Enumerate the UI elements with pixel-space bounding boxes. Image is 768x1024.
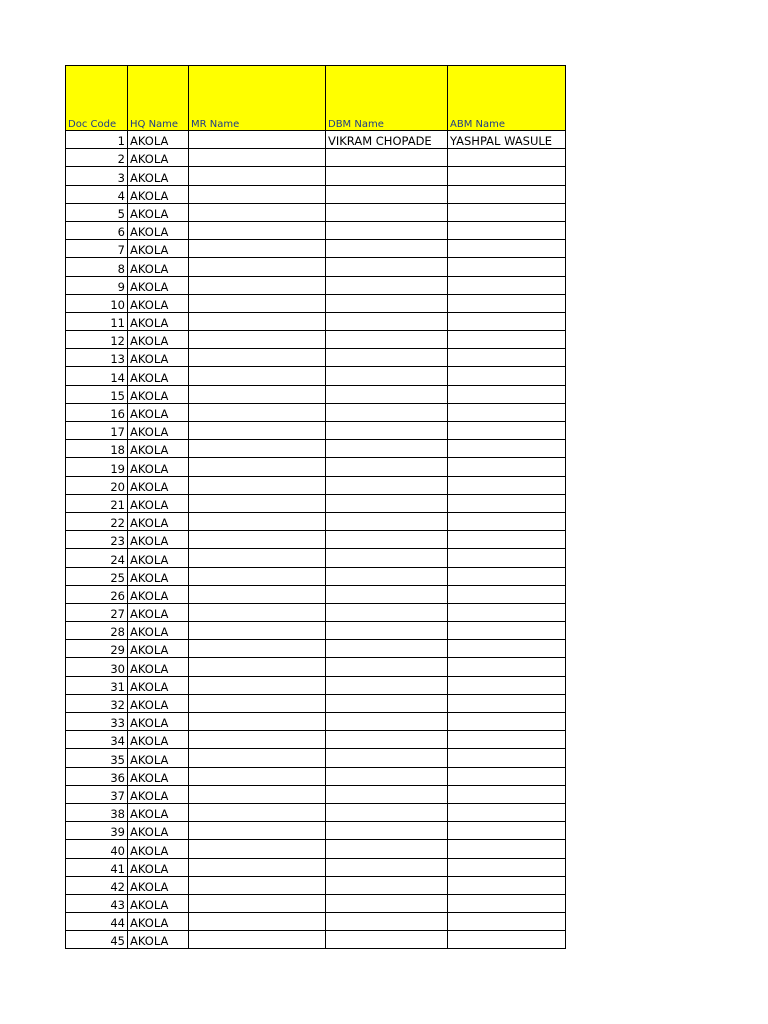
header-dbm-name: DBM Name [326,66,448,131]
dbm-name-cell[interactable] [326,349,448,367]
dbm-name-cell[interactable] [326,585,448,603]
table-row [66,494,566,512]
mr-name-cell[interactable] [189,312,326,330]
hq-name-cell[interactable]: AKOLA [128,858,189,876]
dbm-name-cell[interactable] [326,840,448,858]
dbm-name-cell[interactable] [326,403,448,421]
hq-name-cell[interactable]: AKOLA [128,494,189,512]
dbm-name-cell[interactable] [326,294,448,312]
hq-name-cell[interactable]: AKOLA [128,713,189,731]
hq-name-cell[interactable]: AKOLA [128,785,189,803]
hq-name-cell[interactable]: AKOLA [128,203,189,221]
abm-name-cell[interactable] [448,312,566,330]
mr-name-cell[interactable] [189,858,326,876]
doc-code-cell[interactable]: 35 [66,749,128,767]
mr-name-cell[interactable] [189,367,326,385]
abm-name-cell[interactable] [448,149,566,167]
mr-name-cell[interactable] [189,585,326,603]
table-row [66,785,566,803]
doc-code-cell[interactable]: 10 [66,294,128,312]
doc-code-cell[interactable]: 19 [66,458,128,476]
doc-code-cell[interactable]: 12 [66,331,128,349]
doc-code-cell[interactable]: 22 [66,512,128,530]
table-row [66,822,566,840]
abm-name-cell[interactable] [448,385,566,403]
mr-name-cell[interactable] [189,149,326,167]
doc-code-cell[interactable]: 5 [66,203,128,221]
doc-code-cell[interactable]: 25 [66,567,128,585]
mr-name-cell[interactable] [189,731,326,749]
table-row [66,913,566,931]
hq-name-cell[interactable]: AKOLA [128,549,189,567]
mr-name-cell[interactable] [189,822,326,840]
abm-name-cell[interactable] [448,240,566,258]
mr-name-cell[interactable] [189,422,326,440]
hq-name-cell[interactable]: AKOLA [128,185,189,203]
abm-name-cell[interactable] [448,640,566,658]
dbm-name-cell[interactable] [326,167,448,185]
abm-name-cell[interactable] [448,931,566,949]
dbm-name-cell[interactable] [326,440,448,458]
hq-name-cell[interactable]: AKOLA [128,422,189,440]
mr-name-cell[interactable] [189,185,326,203]
table-row [66,840,566,858]
dbm-name-cell[interactable] [326,640,448,658]
doc-code-cell[interactable]: 39 [66,822,128,840]
doc-code-cell[interactable]: 3 [66,167,128,185]
mr-name-cell[interactable] [189,458,326,476]
abm-name-cell[interactable] [448,731,566,749]
abm-name-cell[interactable] [448,294,566,312]
dbm-name-cell[interactable] [326,240,448,258]
mr-name-cell[interactable] [189,658,326,676]
table-row [66,458,566,476]
abm-name-cell[interactable] [448,785,566,803]
table-row [66,876,566,894]
hq-name-cell[interactable]: AKOLA [128,731,189,749]
mr-name-cell[interactable] [189,385,326,403]
table-row [66,440,566,458]
dbm-name-cell[interactable] [326,512,448,530]
table-row [66,767,566,785]
doc-code-cell[interactable]: 41 [66,858,128,876]
table-row [66,567,566,585]
table-row [66,694,566,712]
hq-name-cell[interactable]: AKOLA [128,676,189,694]
doc-code-cell[interactable]: 2 [66,149,128,167]
table-row [66,713,566,731]
doc-code-cell[interactable]: 42 [66,876,128,894]
mr-name-cell[interactable] [189,931,326,949]
header-doc-code: Doc Code [66,66,128,131]
table-row [66,331,566,349]
abm-name-cell[interactable] [448,603,566,621]
mr-name-cell[interactable] [189,603,326,621]
hq-name-cell[interactable]: AKOLA [128,876,189,894]
abm-name-cell[interactable] [448,694,566,712]
dbm-name-cell[interactable] [326,422,448,440]
table-row [66,549,566,567]
table-row [66,731,566,749]
dbm-name-cell[interactable] [326,458,448,476]
doc-code-cell[interactable]: 4 [66,185,128,203]
table-row [66,894,566,912]
hq-name-cell[interactable]: AKOLA [128,931,189,949]
hq-name-cell[interactable]: AKOLA [128,294,189,312]
dbm-name-cell[interactable] [326,767,448,785]
table-row [66,422,566,440]
dbm-name-cell[interactable] [326,713,448,731]
hq-name-cell[interactable]: AKOLA [128,894,189,912]
abm-name-cell[interactable] [448,422,566,440]
mr-name-cell[interactable] [189,331,326,349]
hq-name-cell[interactable]: AKOLA [128,458,189,476]
table-row [66,367,566,385]
dbm-name-cell[interactable] [326,749,448,767]
doc-code-cell[interactable]: 9 [66,276,128,294]
hq-name-cell[interactable]: AKOLA [128,567,189,585]
table-row [66,512,566,530]
abm-name-cell[interactable] [448,185,566,203]
header-mr-name: MR Name [189,66,326,131]
header-abm-name: ABM Name [448,66,566,131]
dbm-name-cell[interactable] [326,731,448,749]
table-row [66,312,566,330]
abm-name-cell[interactable] [448,458,566,476]
doc-code-cell[interactable]: 20 [66,476,128,494]
doc-code-cell[interactable]: 7 [66,240,128,258]
doc-code-cell[interactable]: 6 [66,221,128,239]
doc-code-cell[interactable]: 21 [66,494,128,512]
mr-name-cell[interactable] [189,622,326,640]
dbm-name-cell[interactable] [326,676,448,694]
doc-code-cell[interactable]: 32 [66,694,128,712]
abm-name-cell[interactable] [448,858,566,876]
abm-name-cell[interactable] [448,803,566,821]
table-row [66,203,566,221]
dbm-name-cell[interactable] [326,494,448,512]
hq-name-cell[interactable]: AKOLA [128,367,189,385]
hq-name-cell[interactable]: AKOLA [128,167,189,185]
header-hq-name: HQ Name [128,66,189,131]
table-row [66,640,566,658]
doc-code-cell[interactable]: 37 [66,785,128,803]
dbm-name-cell[interactable] [326,276,448,294]
mr-name-cell[interactable] [189,531,326,549]
table-row [66,858,566,876]
table-row [66,803,566,821]
dbm-name-cell[interactable] [326,876,448,894]
hq-name-cell[interactable]: AKOLA [128,694,189,712]
hq-name-cell[interactable]: AKOLA [128,240,189,258]
header-row [66,66,566,131]
table-row [66,258,566,276]
abm-name-cell[interactable] [448,403,566,421]
hq-name-cell[interactable]: AKOLA [128,221,189,239]
mr-name-cell[interactable] [189,713,326,731]
table-row [66,276,566,294]
doc-code-cell[interactable]: 16 [66,403,128,421]
abm-name-cell[interactable] [448,349,566,367]
mr-name-cell[interactable] [189,276,326,294]
mr-name-cell[interactable] [189,913,326,931]
doctor-list-table [65,65,566,949]
hq-name-cell[interactable]: AKOLA [128,331,189,349]
doc-code-cell[interactable]: 27 [66,603,128,621]
doc-code-cell[interactable]: 36 [66,767,128,785]
doc-code-cell[interactable]: 34 [66,731,128,749]
table-row [66,749,566,767]
abm-name-cell[interactable] [448,713,566,731]
doc-code-cell[interactable]: 44 [66,913,128,931]
mr-name-cell[interactable] [189,240,326,258]
doc-code-cell[interactable]: 15 [66,385,128,403]
hq-name-cell[interactable]: AKOLA [128,585,189,603]
table-row [66,622,566,640]
dbm-name-cell[interactable] [326,385,448,403]
doc-code-cell[interactable]: 31 [66,676,128,694]
doc-code-cell[interactable]: 30 [66,658,128,676]
table-row [66,294,566,312]
doc-code-cell[interactable]: 38 [66,803,128,821]
mr-name-cell[interactable] [189,294,326,312]
mr-name-cell[interactable] [189,131,326,149]
hq-name-cell[interactable]: AKOLA [128,349,189,367]
abm-name-cell[interactable] [448,767,566,785]
hq-name-cell[interactable]: AKOLA [128,767,189,785]
abm-name-cell[interactable] [448,676,566,694]
dbm-name-cell[interactable] [326,258,448,276]
dbm-name-cell[interactable] [326,149,448,167]
mr-name-cell[interactable] [189,221,326,239]
mr-name-cell[interactable] [189,440,326,458]
hq-name-cell[interactable]: AKOLA [128,385,189,403]
abm-name-cell[interactable] [448,276,566,294]
doc-code-cell[interactable]: 11 [66,312,128,330]
dbm-name-cell[interactable] [326,603,448,621]
hq-name-cell[interactable]: AKOLA [128,440,189,458]
abm-name-cell[interactable] [448,494,566,512]
mr-name-cell[interactable] [189,512,326,530]
dbm-name-cell[interactable] [326,367,448,385]
mr-name-cell[interactable] [189,203,326,221]
dbm-name-cell[interactable] [326,858,448,876]
dbm-name-cell[interactable] [326,203,448,221]
mr-name-cell[interactable] [189,167,326,185]
table-row [66,658,566,676]
table-row [66,167,566,185]
abm-name-cell[interactable] [448,367,566,385]
doc-code-cell[interactable]: 29 [66,640,128,658]
dbm-name-cell[interactable] [326,331,448,349]
mr-name-cell[interactable] [189,876,326,894]
mr-name-cell[interactable] [189,767,326,785]
hq-name-cell[interactable]: AKOLA [128,258,189,276]
abm-name-cell[interactable] [448,331,566,349]
abm-name-cell[interactable] [448,531,566,549]
abm-name-cell[interactable] [448,567,566,585]
table-row [66,931,566,949]
mr-name-cell[interactable] [189,567,326,585]
doc-code-cell[interactable]: 43 [66,894,128,912]
mr-name-cell[interactable] [189,676,326,694]
dbm-name-cell[interactable] [326,658,448,676]
hq-name-cell[interactable]: AKOLA [128,312,189,330]
table-row [66,531,566,549]
hq-name-cell[interactable]: AKOLA [128,403,189,421]
table-row [66,149,566,167]
table-row [66,603,566,621]
mr-name-cell[interactable] [189,403,326,421]
mr-name-cell[interactable] [189,494,326,512]
dbm-name-cell[interactable] [326,803,448,821]
mr-name-cell[interactable] [189,894,326,912]
abm-name-cell[interactable] [448,822,566,840]
doc-code-cell[interactable]: 45 [66,931,128,949]
dbm-name-cell[interactable] [326,694,448,712]
mr-name-cell[interactable] [189,476,326,494]
abm-name-cell[interactable] [448,440,566,458]
abm-name-cell[interactable] [448,913,566,931]
abm-name-cell[interactable] [448,585,566,603]
hq-name-cell[interactable]: AKOLA [128,149,189,167]
doc-code-cell[interactable]: 23 [66,531,128,549]
dbm-name-cell[interactable] [326,894,448,912]
mr-name-cell[interactable] [189,840,326,858]
abm-name-cell[interactable]: YASHPAL WASULE [448,131,566,149]
abm-name-cell[interactable] [448,167,566,185]
table-row [66,349,566,367]
abm-name-cell[interactable] [448,894,566,912]
doc-code-cell[interactable]: 24 [66,549,128,567]
hq-name-cell[interactable]: AKOLA [128,512,189,530]
dbm-name-cell[interactable] [326,931,448,949]
table-row [66,385,566,403]
table-row [66,676,566,694]
doc-code-cell[interactable]: 40 [66,840,128,858]
table-body [66,131,566,949]
table-row [66,131,566,149]
abm-name-cell[interactable] [448,258,566,276]
hq-name-cell[interactable]: AKOLA [128,840,189,858]
hq-name-cell[interactable]: AKOLA [128,658,189,676]
abm-name-cell[interactable] [448,549,566,567]
hq-name-cell[interactable]: AKOLA [128,276,189,294]
dbm-name-cell[interactable]: VIKRAM CHOPADE [326,131,448,149]
doc-code-cell[interactable]: 17 [66,422,128,440]
abm-name-cell[interactable] [448,749,566,767]
doc-code-cell[interactable]: 14 [66,367,128,385]
dbm-name-cell[interactable] [326,913,448,931]
table-row [66,476,566,494]
table-row [66,240,566,258]
table-row [66,585,566,603]
doc-code-cell[interactable]: 33 [66,713,128,731]
doc-code-cell[interactable]: 8 [66,258,128,276]
doc-code-cell[interactable]: 26 [66,585,128,603]
hq-name-cell[interactable]: AKOLA [128,131,189,149]
abm-name-cell[interactable] [448,658,566,676]
mr-name-cell[interactable] [189,549,326,567]
doc-code-cell[interactable]: 18 [66,440,128,458]
dbm-name-cell[interactable] [326,549,448,567]
hq-name-cell[interactable]: AKOLA [128,913,189,931]
abm-name-cell[interactable] [448,876,566,894]
hq-name-cell[interactable]: AKOLA [128,803,189,821]
abm-name-cell[interactable] [448,512,566,530]
dbm-name-cell[interactable] [326,622,448,640]
hq-name-cell[interactable]: AKOLA [128,603,189,621]
abm-name-cell[interactable] [448,840,566,858]
dbm-name-cell[interactable] [326,822,448,840]
table-row [66,185,566,203]
dbm-name-cell[interactable] [326,567,448,585]
mr-name-cell[interactable] [189,749,326,767]
doc-code-cell[interactable]: 28 [66,622,128,640]
mr-name-cell[interactable] [189,258,326,276]
abm-name-cell[interactable] [448,203,566,221]
mr-name-cell[interactable] [189,785,326,803]
hq-name-cell[interactable]: AKOLA [128,640,189,658]
abm-name-cell[interactable] [448,622,566,640]
hq-name-cell[interactable]: AKOLA [128,531,189,549]
mr-name-cell[interactable] [189,349,326,367]
hq-name-cell[interactable]: AKOLA [128,749,189,767]
hq-name-cell[interactable]: AKOLA [128,822,189,840]
mr-name-cell[interactable] [189,803,326,821]
doc-code-cell[interactable]: 13 [66,349,128,367]
dbm-name-cell[interactable] [326,221,448,239]
dbm-name-cell[interactable] [326,476,448,494]
abm-name-cell[interactable] [448,221,566,239]
dbm-name-cell[interactable] [326,185,448,203]
hq-name-cell[interactable]: AKOLA [128,622,189,640]
hq-name-cell[interactable]: AKOLA [128,476,189,494]
dbm-name-cell[interactable] [326,785,448,803]
table-row [66,221,566,239]
mr-name-cell[interactable] [189,640,326,658]
abm-name-cell[interactable] [448,476,566,494]
mr-name-cell[interactable] [189,694,326,712]
table-row [66,403,566,421]
doc-code-cell[interactable]: 1 [66,131,128,149]
dbm-name-cell[interactable] [326,312,448,330]
dbm-name-cell[interactable] [326,531,448,549]
